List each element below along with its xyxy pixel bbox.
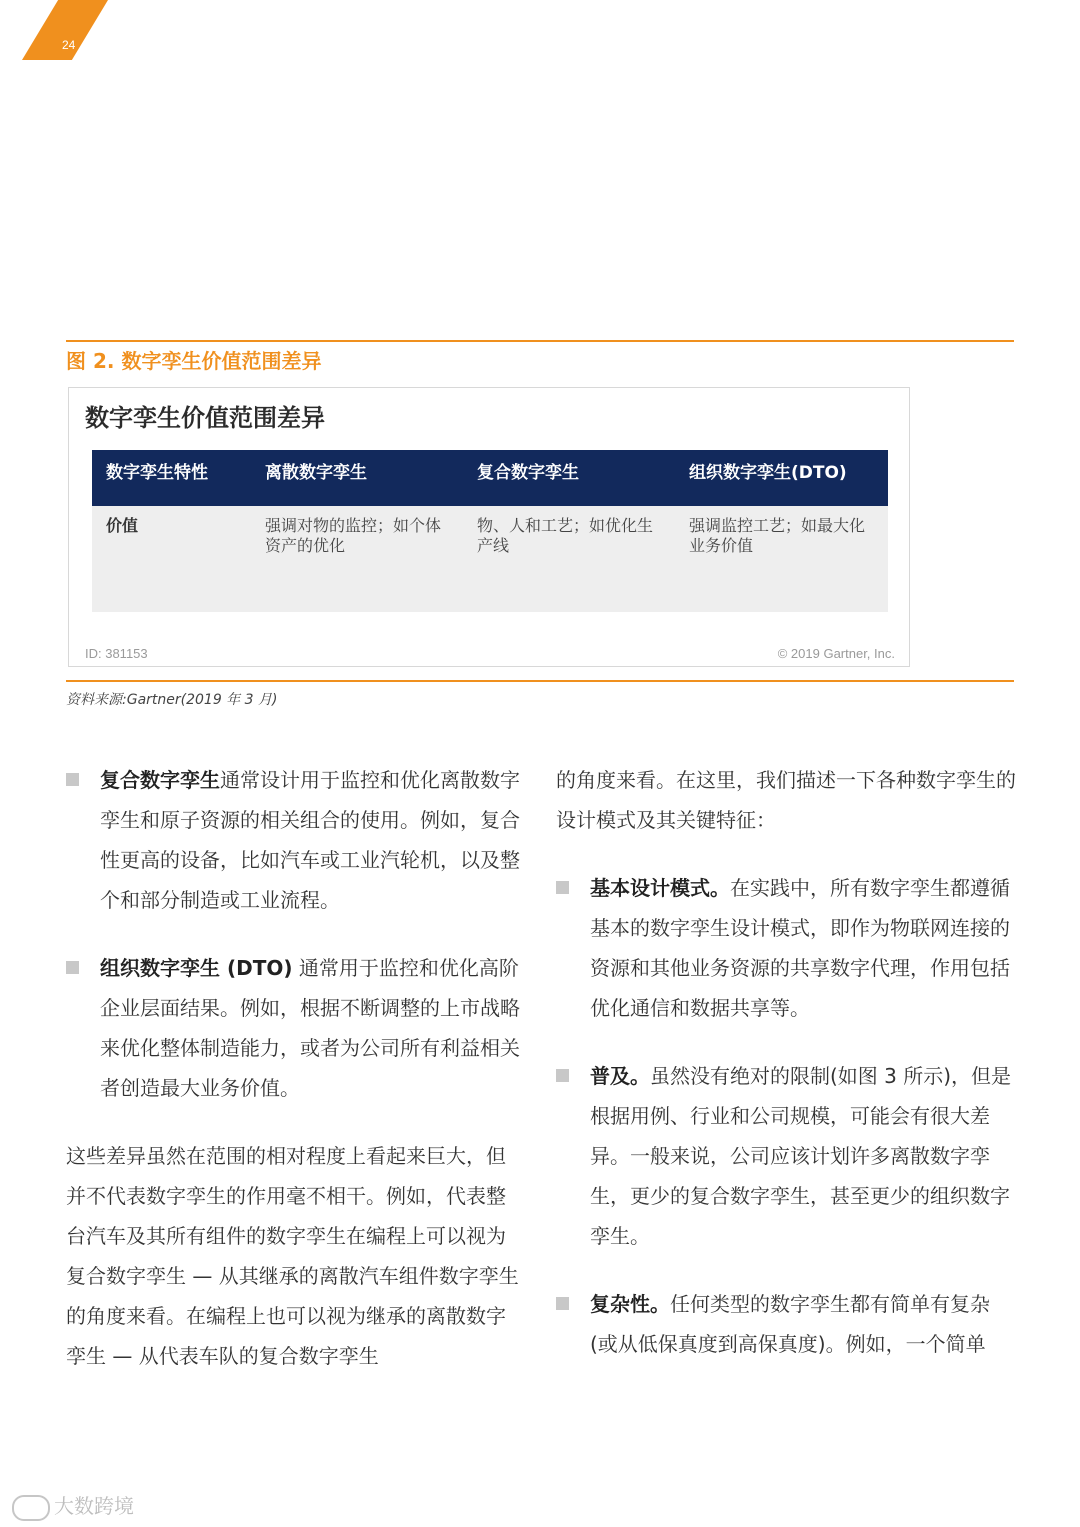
figure-inner-title: 数字孪生价值范围差异: [85, 404, 325, 432]
bullet-square-icon: [556, 1069, 569, 1082]
left-column: [66, 760, 524, 1376]
table-header-cell: 数字孪生特性: [106, 463, 208, 483]
figure-caption: 图 2. 数字孪生价值范围差异: [66, 349, 322, 373]
page-number: 24: [62, 38, 76, 52]
bullet-square-icon: [556, 881, 569, 894]
watermark-logo-icon: [12, 1495, 50, 1521]
list-item: [66, 948, 524, 1108]
bullet-text: 通常设计用于监控和优化离散数字孪生和原子资源的相关组合的使用。例如，复合性更高的设备，比如汽车或工业汽轮机，以及整个和部分制造或工业流程。: [100, 768, 520, 912]
bullet-text: 虽然没有绝对的限制(如图 3 所示)，但是根据用例、行业和公司规模，可能会有很大差异。一般来说，公司应该计划许多离散数字孪生，更少的复合数字孪生，甚至更少的组织数字孪生。: [590, 1064, 1012, 1248]
list-item: [556, 868, 1016, 1028]
bullet-term: 复合数字孪生: [100, 768, 220, 792]
bullet-term: 基本设计模式。: [590, 876, 730, 900]
table-header-row: [92, 450, 888, 506]
watermark-text: 大数跨境: [54, 1494, 134, 1518]
table-header-cell: 组织数字孪生(DTO): [689, 463, 847, 483]
table-cell: 强调对物的监控；如个体资产的优化: [265, 516, 442, 555]
bullet-term: 普及。: [590, 1064, 650, 1088]
body-paragraph: 的角度来看。在这里，我们描述一下各种数字孪生的设计模式及其关键特征：: [556, 768, 1016, 832]
watermark: [12, 1490, 134, 1521]
table-cell: 价值: [106, 516, 139, 535]
right-column: [556, 760, 1016, 1364]
figure-box: [68, 387, 910, 667]
figure-bottom-rule: [66, 680, 1014, 682]
list-item: [556, 1284, 1016, 1364]
bullet-text: 在实践中，所有数字孪生都遵循基本的数字孪生设计模式，即作为物联网连接的资源和其他业务资源的共享数字代理，作用包括优化通信和数据共享等。: [590, 876, 1010, 1020]
figure-copyright: © 2019 Gartner, Inc.: [777, 646, 895, 661]
table-row: [92, 506, 888, 612]
bullet-square-icon: [66, 773, 79, 786]
figure-source: 资料来源:Gartner(2019 年 3 月): [66, 692, 278, 708]
bullet-text: 通常用于监控和优化高阶企业层面结果。例如，根据不断调整的上市战略来优化整体制造能力，或者为公司所有利益相关者创造最大业务价值。: [100, 956, 520, 1100]
figure-top-rule: [66, 340, 1014, 342]
bullet-square-icon: [556, 1297, 569, 1310]
list-item: [556, 1056, 1016, 1256]
bullet-term: 组织数字孪生 (DTO): [100, 956, 293, 980]
table-header-cell: 复合数字孪生: [477, 463, 579, 483]
body-paragraph: 这些差异虽然在范围的相对程度上看起来巨大，但并不代表数字孪生的作用毫不相干。例如，代表整台汽车及其所有组件的数字孪生在编程上可以视为复合数字孪生 — 从其继承的离散汽车组件数字孪生的角度来看。在编程上也可以视为继承的离散数字孪生 — 从代表车队的复合数字孪生: [66, 1144, 519, 1368]
table-cell: 物、人和工艺；如优化生产线: [477, 516, 654, 555]
table-header-cell: 离散数字孪生: [265, 463, 367, 483]
bullet-square-icon: [66, 961, 79, 974]
bullet-term: 复杂性。: [590, 1292, 670, 1316]
bullet-text: 任何类型的数字孪生都有简单有复杂(或从低保真度到高保真度)。例如，一个简单: [590, 1292, 990, 1356]
list-item: [66, 760, 524, 920]
table-cell: 强调监控工艺；如最大化业务价值: [689, 516, 866, 555]
figure-id: ID: 381153: [85, 646, 148, 661]
